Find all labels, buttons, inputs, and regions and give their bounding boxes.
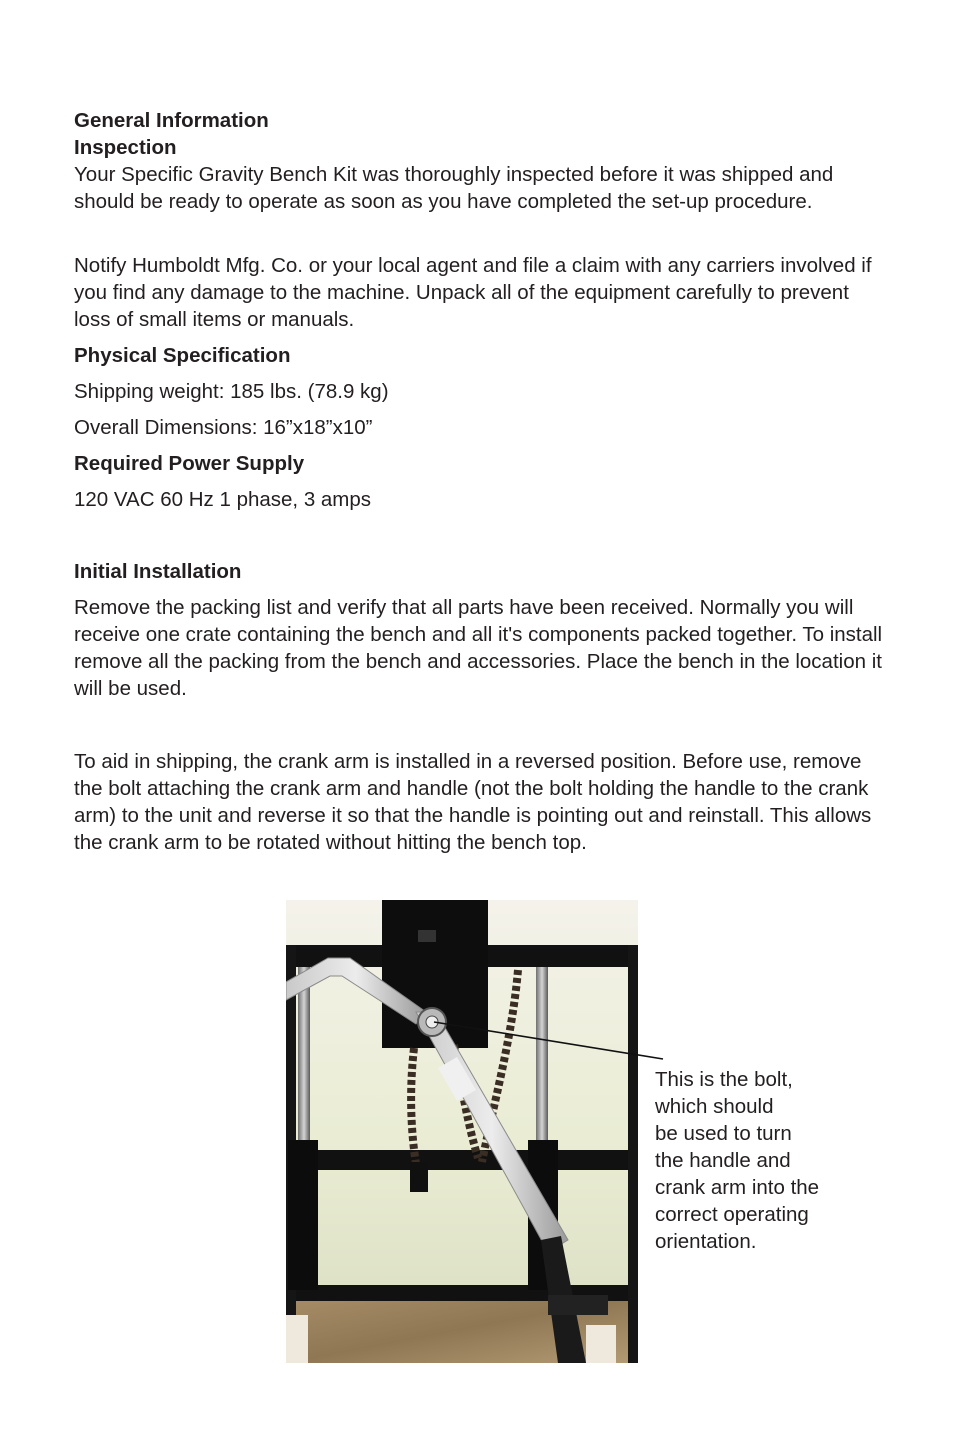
caption-line: the handle and [655,1149,791,1172]
inspection-subheading: Inspection [74,136,177,159]
initial-installation-heading: Initial Installation [74,560,242,583]
overall-dimensions: Overall Dimensions: 16”x18”x10” [74,416,373,439]
shipping-weight: Shipping weight: 185 lbs. (78.9 kg) [74,380,389,403]
general-information-heading: General Information [74,109,269,132]
power-supply-value: 120 VAC 60 Hz 1 phase, 3 amps [74,488,372,511]
power-supply-heading: Required Power Supply [74,452,305,475]
caption-line: be used to turn [655,1122,792,1145]
bolt-callout-caption [655,1066,855,1255]
caption-line: correct operating [655,1203,809,1226]
crank-arm-photo [286,900,638,1363]
physical-specification-heading: Physical Specification [74,344,291,367]
caption-line: crank arm into the [655,1176,820,1199]
caption-line: which should [655,1095,774,1118]
caption-line: This is the bolt, [655,1068,793,1091]
inspection-paragraph-1: Your Specific Gravity Bench Kit was thoroughly inspected before it was shipped and should be ready to operate as soon as you have completed the set-up procedure. [74,163,834,213]
caption-line: orientation. [655,1230,757,1253]
inspection-paragraph-2: Notify Humboldt Mfg. Co. or your local agent and file a claim with any carriers involved if you find any damage to the machine. Unpack all of the equipment carefully to prevent loss of small items or manuals. [74,254,872,331]
installation-paragraph-2: To aid in shipping, the crank arm is installed in a reversed position. Before use, remove the bolt attaching the crank arm and handle (not the bolt holding the handle to the crank arm) to the unit and reverse it so that the handle is pointing out and reinstall. This allows the crank arm to be rotated without hitting the bench top. [74,750,872,854]
installation-paragraph-1: Remove the packing list and verify that all parts have been received. Normally you will receive one crate containing the bench and all it's components packed together. To install remove all the packing from the bench and accessories. Place the bench in the location it will be used. [74,596,883,700]
